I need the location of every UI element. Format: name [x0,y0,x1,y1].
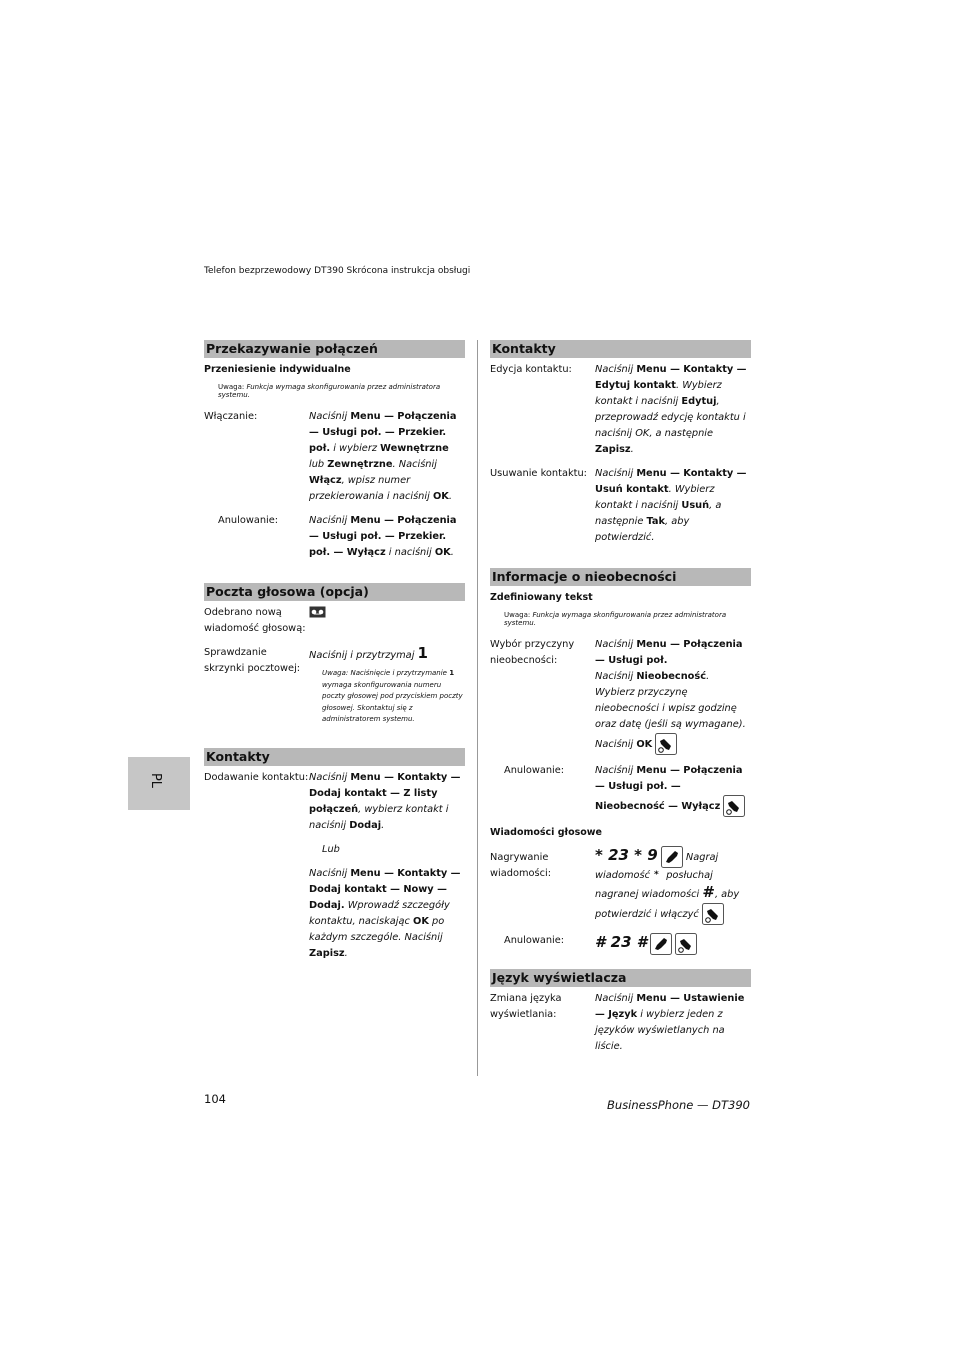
section-title-call-forwarding: Przekazywanie połączeń [204,340,465,358]
instruction-row-absence-cancel: Anulowanie: Naciśnij Menu — Połączenia — Usługi poł. — Nieobecność — Wyłącz [490,763,751,817]
instruction-row-check-mailbox: Sprawdzanie skrzynki pocztowej: Naciśnij i przytrzymaj 1 Uwaga: Naciśnięcie i przytrzymanie 1 wymaga skonfigurowania numeru poczty głosowej pod przyciskiem poczty głosowej. Skontaktuj się z administratorem systemu. [204,645,465,726]
instruction-row-record-message: Nagrywanie wiadomości: * 23 * 9 Nagraj wiadomość * posłuchaj nagranej wiadomości #, aby potwierdzić i włączyć [490,846,751,925]
instruction-row-delete-contact: Usuwanie kontaktu: Naciśnij Menu — Kontakty — Usuń kontakt. Wybierz kontakt i naciśnij Usuń, a następnie Tak, aby potwierdzić. [490,468,747,543]
right-column [490,340,751,1063]
language-tab: PL [128,757,190,810]
hang-up-key-icon [655,733,677,755]
star-key-icon [653,869,663,881]
subsection-title: Zdefiniowany tekst [490,592,593,603]
instruction-row-enable: Włączanie: Naciśnij Menu — Połączenia — Usługi poł. — Przekier. poł. i wybierz Wewnętrzne lub Zewnętrzne. Naciśnij Włącz, wpisz numer przekierowania i naciśnij OK. [204,411,457,502]
voicemail-icon [309,606,326,618]
page-number: 104 [204,1092,226,1106]
call-key-icon [661,846,683,868]
instruction-row-new-message: Odebrano nową wiadomość głosową: [204,605,465,637]
hang-up-key-icon [675,933,697,955]
note: Uwaga: Naciśnięcie i przytrzymanie 1 wymaga skonfigurowania numeru poczty głosowej pod przyciskiem poczty głosowej. Skontaktuj się z administratorem systemu. [322,669,463,723]
note: Uwaga: Funkcja wymaga skonfigurowania przez administratora systemu. [504,611,727,627]
subsection-title: Przeniesienie indywidualne [204,364,351,375]
section-title-absence-info: Informacje o nieobecności [490,568,751,586]
hash-key: # [702,883,715,901]
call-key-icon [650,933,672,955]
hang-up-key-icon [723,795,745,817]
alternative-label: Lub [322,843,340,855]
instruction-row-absence-reason: Wybór przyczyny nieobecności: Naciśnij Menu — Połączenia — Usługi poł. Naciśnij Nieobecność. Wybierz przyczynę nieobecności i wpisz godzinę oraz datę (jeśli są wymagane). Naciśnij OK [490,637,751,755]
note: Uwaga: Funkcja wymaga skonfigurowania przez administratora systemu. [218,383,441,399]
footer-brand: BusinessPhone — DT390 [607,1098,750,1112]
column-divider [477,340,478,1076]
running-header: Telefon bezprzewodowy DT390 Skrócona instrukcja obsługi [204,266,471,276]
section-title-contacts: Kontakty [490,340,751,358]
section-title-contacts: Kontakty [204,748,465,766]
instruction-row-cancel: Anulowanie: Naciśnij Menu — Połączenia — Usługi poł. — Przekier. poł. — Wyłącz i naciśnij OK. [218,515,457,558]
section-title-display-language: Język wyświetlacza [490,969,751,987]
key-1: 1 [417,644,428,662]
instruction-row-change-language: Zmiana języka wyświetlania: Naciśnij Menu — Ustawienie — Język i wybierz jeden z języków wyświetlanych na liście. [490,993,745,1052]
subsection-title: Wiadomości głosowe [490,827,603,838]
instruction-row-voicemail-cancel: Anulowanie: # 23 # [490,933,751,955]
key-code: * 23 * 9 [595,846,658,864]
instruction-row-edit-contact: Edycja kontaktu: Naciśnij Menu — Kontakty — Edytuj kontakt. Wybierz kontakt i naciśnij Edytuj, przeprowadź edycję kontaktu i naciśnij OK, a następnie Zapisz. [490,364,747,455]
hang-up-key-icon [702,903,724,925]
section-title-voicemail: Poczta głosowa (opcja) [204,583,465,601]
svg-text:*: * [654,870,659,880]
key-code: # 23 # [595,933,648,951]
left-column [204,340,465,970]
instruction-row-add-contact: Dodawanie kontaktu: Naciśnij Menu — Kontakty — Dodaj kontakt — Z listy połączeń, wybierz kontakt i naciśnij Dodaj. Lub Naciśnij Menu — Kontakty — Dodaj kontakt — Nowy — Dodaj. Wprowadź szczegóły kontaktu, naciskając OK po każdym szczególe. Naciśnij Zapisz. [204,770,465,962]
